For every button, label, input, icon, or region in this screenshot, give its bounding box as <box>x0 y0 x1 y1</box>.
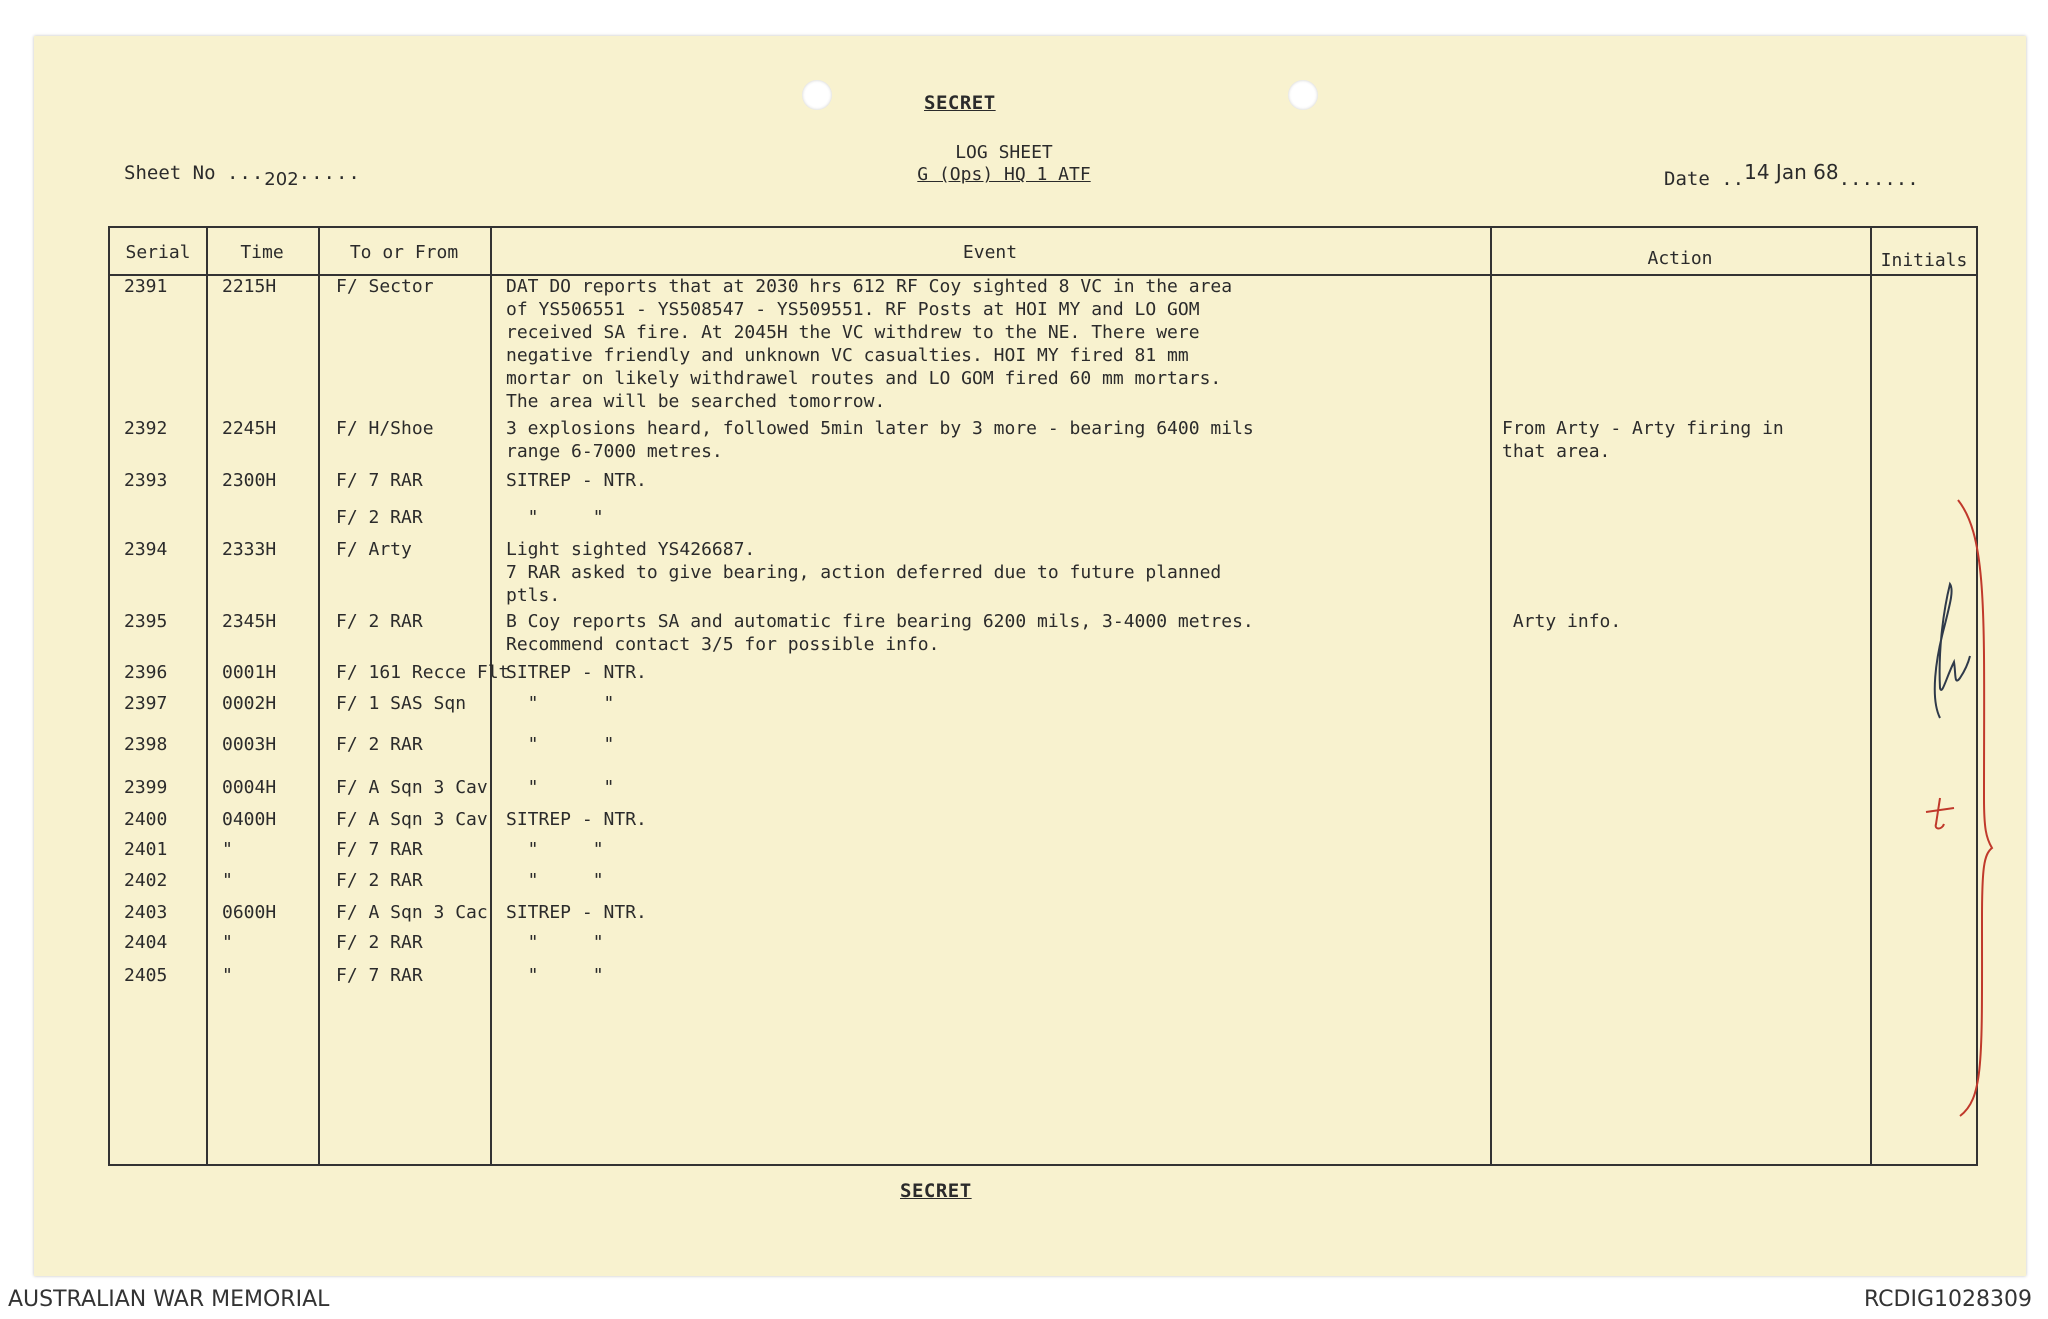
archive-credit: AUSTRALIAN WAR MEMORIAL <box>8 1287 330 1312</box>
row-serial: 2396 <box>124 662 168 684</box>
row-event: " " <box>506 839 604 861</box>
row-to-from: F/ 2 RAR <box>336 869 423 891</box>
date-label: Date <box>1664 168 1710 190</box>
column-divider <box>1490 228 1492 1164</box>
row-serial: 2398 <box>124 733 168 755</box>
red-initial-mark <box>1920 794 1960 834</box>
column-divider <box>1870 228 1872 1164</box>
row-time: 2333H <box>222 539 277 561</box>
row-time: 2215H <box>222 275 277 297</box>
row-to-from: F/ Arty <box>336 539 412 561</box>
row-serial: 2392 <box>124 418 168 440</box>
sheet-number-label: Sheet No <box>124 162 216 184</box>
row-serial: 2393 <box>124 470 168 492</box>
row-time: 2300H <box>222 470 277 492</box>
row-serial: 2391 <box>124 275 168 297</box>
initials-signature <box>1910 578 1980 738</box>
row-time: 0003H <box>222 733 277 755</box>
page-title: LOG SHEET <box>955 142 1053 163</box>
row-to-from: F/ A Sqn 3 Cav <box>336 809 488 831</box>
row-to-from: F/ 7 RAR <box>336 839 423 861</box>
row-time: 0004H <box>222 776 277 798</box>
row-to-from: F/ 2 RAR <box>336 506 423 528</box>
date-value: 14 Jan 68 <box>1744 160 1839 184</box>
header-action: Action <box>1647 248 1713 269</box>
header-initials: Initials <box>1880 250 1968 271</box>
row-to-from: F/ 1 SAS Sqn <box>336 692 467 714</box>
classification-bottom: SECRET <box>900 1180 972 1202</box>
row-to-from: F/ A Sqn 3 Cav <box>336 776 488 798</box>
title-block <box>854 142 1154 186</box>
row-time: 2345H <box>222 610 277 632</box>
header-to-from: To or From <box>349 242 459 263</box>
column-divider <box>318 228 320 1164</box>
row-serial: 2399 <box>124 776 168 798</box>
row-event: 3 explosions heard, followed 5min later by 3 more - bearing 6400 mils range 6-7000 metres. <box>506 418 1254 463</box>
row-event: SITREP - NTR. <box>506 470 647 492</box>
row-event: " " <box>506 692 615 714</box>
log-table <box>108 226 1978 1166</box>
row-event: SITREP - NTR. <box>506 809 647 831</box>
row-to-from: F/ H/Shoe <box>336 418 434 440</box>
classification-top: SECRET <box>924 92 996 114</box>
punch-hole <box>802 80 832 110</box>
row-serial: 2397 <box>124 692 168 714</box>
row-time: 0001H <box>222 662 277 684</box>
header-time: Time <box>240 242 284 263</box>
row-event: " " <box>506 733 615 755</box>
row-action: From Arty - Arty firing in that area. <box>1502 418 1784 463</box>
row-time: 2245H <box>222 418 277 440</box>
row-time: 0002H <box>222 692 277 714</box>
column-divider <box>206 228 208 1164</box>
row-event: " " <box>506 932 604 954</box>
row-to-from: F/ 7 RAR <box>336 470 423 492</box>
row-event: B Coy reports SA and automatic fire bearing 6200 mils, 3-4000 metres. Recommend contact 3/5 for possible info. <box>506 610 1254 655</box>
row-serial: 2400 <box>124 809 168 831</box>
row-to-from: F/ 2 RAR <box>336 610 423 632</box>
row-time: 0600H <box>222 902 277 924</box>
row-event: SITREP - NTR. <box>506 662 647 684</box>
row-serial: 2405 <box>124 964 168 986</box>
row-time: " <box>222 964 233 986</box>
row-serial: 2403 <box>124 902 168 924</box>
date-field: Date ..14 Jan 68....... <box>1664 160 1919 190</box>
column-divider <box>490 228 492 1164</box>
sheet-number-value: 202 <box>264 169 299 190</box>
row-to-from: F/ 7 RAR <box>336 964 423 986</box>
row-to-from: F/ A Sqn 3 Cac <box>336 902 488 924</box>
row-time: 0400H <box>222 809 277 831</box>
row-to-from: F/ Sector <box>336 275 434 297</box>
row-action: Arty info. <box>1502 610 1622 632</box>
row-event: " " <box>506 776 615 798</box>
row-time: " <box>222 932 233 954</box>
archive-id: RCDIG1028309 <box>1863 1287 2032 1312</box>
row-serial: 2402 <box>124 869 168 891</box>
punch-hole <box>1288 80 1318 110</box>
row-time: " <box>222 839 233 861</box>
row-to-from: F/ 161 Recce Flt <box>336 662 510 684</box>
row-serial: 2404 <box>124 932 168 954</box>
row-time: " <box>222 869 233 891</box>
page-subtitle: G (Ops) HQ 1 ATF <box>917 164 1091 185</box>
row-serial: 2395 <box>124 610 168 632</box>
row-event: " " <box>506 869 604 891</box>
row-event: DAT DO reports that at 2030 hrs 612 RF Coy sighted 8 VC in the area of YS506551 - YS508547 - YS509551. RF Posts at HOI MY and LO GOM received SA fire. At 2045H the VC withdrew to the NE. There were negative friendly and unknown VC casualties. HOI MY fired 81 mm mortar on likely withdrawel routes and LO GOM fired 60 mm mortars. The area will be searched tomorrow. <box>506 275 1233 412</box>
row-event: Light sighted YS426687. 7 RAR asked to give bearing, action deferred due to future planned ptls. <box>506 539 1222 607</box>
header-event: Event <box>962 242 1018 263</box>
row-event: SITREP - NTR. <box>506 902 647 924</box>
row-to-from: F/ 2 RAR <box>336 932 423 954</box>
log-sheet-paper <box>34 36 2026 1276</box>
sheet-number-field: Sheet No ...202..... <box>124 162 361 190</box>
row-serial: 2394 <box>124 539 168 561</box>
row-serial: 2401 <box>124 839 168 861</box>
header-serial: Serial <box>125 242 191 263</box>
row-event: " " <box>506 506 604 528</box>
row-to-from: F/ 2 RAR <box>336 733 423 755</box>
row-event: " " <box>506 964 604 986</box>
